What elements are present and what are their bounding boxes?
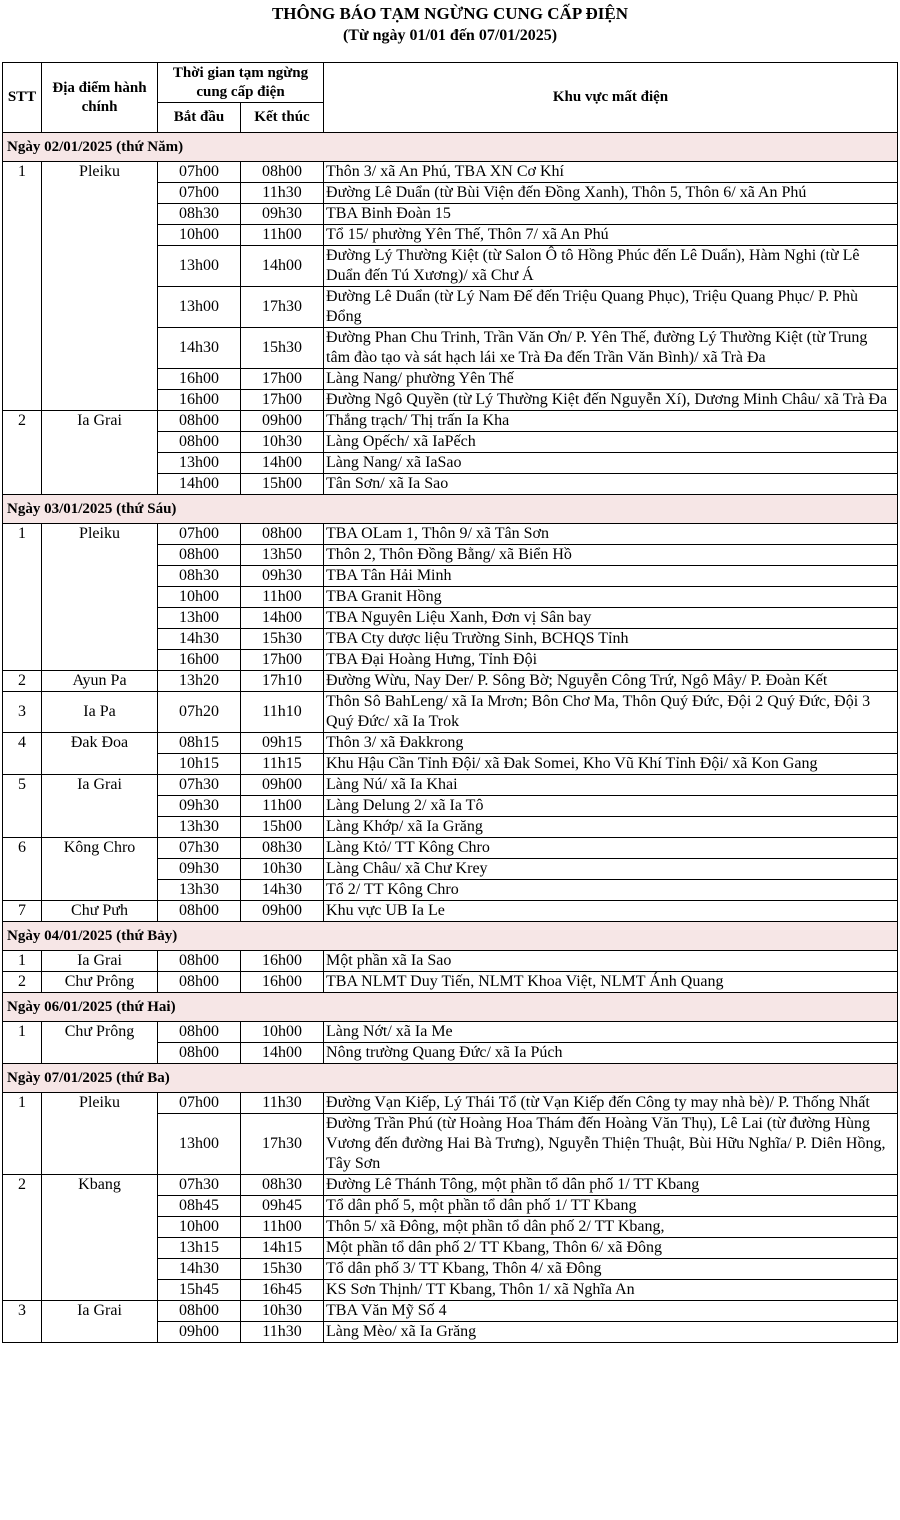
table-row <box>3 1093 898 1114</box>
area-cell: Tổ dân phố 3/ TT Kbang, Thôn 4/ xã Đông <box>324 1259 898 1280</box>
stt-cell: 2 <box>3 411 42 495</box>
column-header-area: Khu vực mất điện <box>324 63 898 133</box>
stt-cell: 1 <box>3 162 42 411</box>
start-time-cell: 08h00 <box>158 901 241 922</box>
start-time-cell: 08h00 <box>158 411 241 432</box>
stt-cell: 2 <box>3 972 42 993</box>
stt-cell: 1 <box>3 951 42 972</box>
start-time-cell: 13h20 <box>158 671 241 692</box>
location-cell: Ia Grai <box>42 411 158 495</box>
area-cell: Đường Vạn Kiếp, Lý Thái Tổ (từ Vạn Kiếp đến Công ty may nhà bè)/ P. Thống Nhất <box>324 1093 898 1114</box>
start-time-cell: 07h00 <box>158 524 241 545</box>
location-cell: Ia Grai <box>42 951 158 972</box>
start-time-cell: 07h20 <box>158 692 241 733</box>
table-row <box>3 1022 898 1043</box>
area-cell: Thôn 3/ xã An Phú, TBA XN Cơ Khí <box>324 162 898 183</box>
area-cell: Khu Hậu Cần Tỉnh Đội/ xã Đak Somei, Kho Vũ Khí Tỉnh Đội/ xã Kon Gang <box>324 754 898 775</box>
table-row <box>3 162 898 183</box>
day-header-row <box>3 1064 898 1093</box>
end-time-cell: 15h30 <box>241 1259 324 1280</box>
end-time-cell: 10h00 <box>241 1022 324 1043</box>
start-time-cell: 13h00 <box>158 453 241 474</box>
end-time-cell: 11h30 <box>241 1322 324 1343</box>
area-cell: TBA Granit Hồng <box>324 587 898 608</box>
location-cell: Kbang <box>42 1175 158 1301</box>
location-cell: Chư Prông <box>42 972 158 993</box>
table-row <box>3 524 898 545</box>
end-time-cell: 15h00 <box>241 474 324 495</box>
stt-cell: 1 <box>3 1093 42 1175</box>
end-time-cell: 14h00 <box>241 608 324 629</box>
start-time-cell: 13h30 <box>158 880 241 901</box>
area-cell: Đường Lê Duẩn (từ Bùi Viện đến Đồng Xanh), Thôn 5, Thôn 6/ xã An Phú <box>324 183 898 204</box>
start-time-cell: 16h00 <box>158 390 241 411</box>
start-time-cell: 07h30 <box>158 775 241 796</box>
start-time-cell: 10h00 <box>158 225 241 246</box>
start-time-cell: 09h30 <box>158 859 241 880</box>
start-time-cell: 13h00 <box>158 287 241 328</box>
column-header-end: Kết thúc <box>241 103 324 133</box>
start-time-cell: 14h30 <box>158 1259 241 1280</box>
end-time-cell: 11h00 <box>241 587 324 608</box>
area-cell: Làng Khớp/ xã Ia Grăng <box>324 817 898 838</box>
end-time-cell: 09h45 <box>241 1196 324 1217</box>
start-time-cell: 08h00 <box>158 972 241 993</box>
column-header-start: Bắt đầu <box>158 103 241 133</box>
end-time-cell: 10h30 <box>241 1301 324 1322</box>
end-time-cell: 09h15 <box>241 733 324 754</box>
end-time-cell: 15h00 <box>241 817 324 838</box>
start-time-cell: 10h00 <box>158 1217 241 1238</box>
stt-cell: 5 <box>3 775 42 838</box>
location-cell: Pleiku <box>42 1093 158 1175</box>
end-time-cell: 11h10 <box>241 692 324 733</box>
table-row <box>3 692 898 733</box>
end-time-cell: 09h30 <box>241 204 324 225</box>
stt-cell: 3 <box>3 1301 42 1343</box>
start-time-cell: 13h30 <box>158 817 241 838</box>
table-row <box>3 775 898 796</box>
day-header-row <box>3 993 898 1022</box>
location-cell: Ia Grai <box>42 775 158 838</box>
location-cell: Kông Chro <box>42 838 158 901</box>
table-row <box>3 838 898 859</box>
area-cell: Làng Mèo/ xã Ia Grăng <box>324 1322 898 1343</box>
area-cell: Làng Châu/ xã Chư Krey <box>324 859 898 880</box>
start-time-cell: 08h00 <box>158 951 241 972</box>
table-row <box>3 671 898 692</box>
end-time-cell: 09h00 <box>241 901 324 922</box>
table-row <box>3 411 898 432</box>
end-time-cell: 10h30 <box>241 432 324 453</box>
end-time-cell: 09h00 <box>241 775 324 796</box>
end-time-cell: 08h00 <box>241 162 324 183</box>
column-header-location: Địa điểm hành chính <box>42 63 158 133</box>
location-cell: Chư Pưh <box>42 901 158 922</box>
area-cell: Thôn 3/ xã Đakkrong <box>324 733 898 754</box>
location-cell: Chư Prông <box>42 1022 158 1064</box>
area-cell: TBA OLam 1, Thôn 9/ xã Tân Sơn <box>324 524 898 545</box>
start-time-cell: 08h00 <box>158 1043 241 1064</box>
start-time-cell: 15h45 <box>158 1280 241 1301</box>
area-cell: Làng Delung 2/ xã Ia Tô <box>324 796 898 817</box>
column-header-time-group: Thời gian tạm ngừng cung cấp điện <box>158 63 324 103</box>
location-cell: Ayun Pa <box>42 671 158 692</box>
location-cell: Pleiku <box>42 162 158 411</box>
area-cell: Khu vực UB Ia Le <box>324 901 898 922</box>
end-time-cell: 08h30 <box>241 1175 324 1196</box>
end-time-cell: 11h30 <box>241 1093 324 1114</box>
area-cell: Một phần xã Ia Sao <box>324 951 898 972</box>
area-cell: Thôn 5/ xã Đông, một phần tổ dân phố 2/ TT Kbang, <box>324 1217 898 1238</box>
area-cell: TBA NLMT Duy Tiến, NLMT Khoa Việt, NLMT Ánh Quang <box>324 972 898 993</box>
start-time-cell: 13h00 <box>158 1114 241 1175</box>
area-cell: TBA Tân Hải Minh <box>324 566 898 587</box>
end-time-cell: 17h30 <box>241 1114 324 1175</box>
start-time-cell: 08h15 <box>158 733 241 754</box>
page-subtitle: (Từ ngày 01/01 đến 07/01/2025) <box>342 27 558 44</box>
end-time-cell: 08h00 <box>241 524 324 545</box>
table-header <box>3 63 898 133</box>
area-cell: Làng Nang/ phường Yên Thế <box>324 369 898 390</box>
area-cell: Đường Lê Duẩn (từ Lý Nam Đế đến Triệu Quang Phục), Triệu Quang Phục/ P. Phù Đổng <box>324 287 898 328</box>
area-cell: Đường Wừu, Nay Der/ P. Sông Bờ; Nguyễn Công Trứ, Ngô Mây/ P. Đoàn Kết <box>324 671 898 692</box>
end-time-cell: 17h00 <box>241 390 324 411</box>
end-time-cell: 15h30 <box>241 328 324 369</box>
start-time-cell: 10h00 <box>158 587 241 608</box>
end-time-cell: 09h00 <box>241 411 324 432</box>
end-time-cell: 14h30 <box>241 880 324 901</box>
area-cell: Tân Sơn/ xã Ia Sao <box>324 474 898 495</box>
stt-cell: 2 <box>3 671 42 692</box>
end-time-cell: 17h00 <box>241 369 324 390</box>
area-cell: Làng Nang/ xã IaSao <box>324 453 898 474</box>
end-time-cell: 10h30 <box>241 859 324 880</box>
day-header-row <box>3 133 898 162</box>
stt-cell: 6 <box>3 838 42 901</box>
start-time-cell: 08h00 <box>158 432 241 453</box>
start-time-cell: 08h30 <box>158 204 241 225</box>
table-row <box>3 1175 898 1196</box>
area-cell: Làng Nớt/ xã Ia Me <box>324 1022 898 1043</box>
start-time-cell: 10h15 <box>158 754 241 775</box>
document-header <box>0 0 900 62</box>
day-label: Ngày 03/01/2025 (thứ Sáu) <box>3 495 898 524</box>
end-time-cell: 09h30 <box>241 566 324 587</box>
area-cell: TBA Văn Mỹ Số 4 <box>324 1301 898 1322</box>
start-time-cell: 07h30 <box>158 1175 241 1196</box>
area-cell: Tổ 2/ TT Kông Chro <box>324 880 898 901</box>
start-time-cell: 08h45 <box>158 1196 241 1217</box>
area-cell: Làng Ktỏ/ TT Kông Chro <box>324 838 898 859</box>
area-cell: Thôn Sô BahLeng/ xã Ia Mrơn; Bôn Chơ Ma, Thôn Quý Đức, Đội 2 Quý Đức, Đội 3 Quý Đức/ xã Ia Trok <box>324 692 898 733</box>
start-time-cell: 14h30 <box>158 328 241 369</box>
end-time-cell: 11h00 <box>241 1217 324 1238</box>
area-cell: Đường Lê Thánh Tông, một phần tổ dân phố 1/ TT Kbang <box>324 1175 898 1196</box>
area-cell: TBA Binh Đoàn 15 <box>324 204 898 225</box>
start-time-cell: 13h00 <box>158 246 241 287</box>
area-cell: Thắng trạch/ Thị trấn Ia Kha <box>324 411 898 432</box>
area-cell: TBA Nguyên Liệu Xanh, Đơn vị Sân bay <box>324 608 898 629</box>
stt-cell: 4 <box>3 733 42 775</box>
start-time-cell: 14h30 <box>158 629 241 650</box>
end-time-cell: 17h00 <box>241 650 324 671</box>
start-time-cell: 08h30 <box>158 566 241 587</box>
area-cell: Đường Phan Chu Trinh, Trần Văn Ơn/ P. Yên Thế, đường Lý Thường Kiệt (từ Trung tâm đào tạo và sát hạch lái xe Trà Đa đến Trần Văn Bình)/ xã Trà Đa <box>324 328 898 369</box>
area-cell: Tổ dân phố 5, một phần tổ dân phố 1/ TT Kbang <box>324 1196 898 1217</box>
end-time-cell: 16h00 <box>241 951 324 972</box>
table-row <box>3 901 898 922</box>
location-cell: Ia Grai <box>42 1301 158 1343</box>
area-cell: Làng Opếch/ xã IaPếch <box>324 432 898 453</box>
end-time-cell: 13h50 <box>241 545 324 566</box>
start-time-cell: 07h30 <box>158 838 241 859</box>
end-time-cell: 14h15 <box>241 1238 324 1259</box>
table-row <box>3 1301 898 1322</box>
outage-table <box>2 62 898 1343</box>
day-label: Ngày 02/01/2025 (thứ Năm) <box>3 133 898 162</box>
end-time-cell: 14h00 <box>241 1043 324 1064</box>
start-time-cell: 07h00 <box>158 1093 241 1114</box>
area-cell: Thôn 2, Thôn Đồng Bằng/ xã Biển Hồ <box>324 545 898 566</box>
area-cell: Đường Ngô Quyền (từ Lý Thường Kiệt đến Nguyễn Xí), Dương Minh Châu/ xã Trà Đa <box>324 390 898 411</box>
area-cell: Đường Lý Thường Kiệt (từ Salon Ô tô Hồng Phúc đến Lê Duẩn), Hàm Nghi (từ Lê Duẩn đến Tú Xương)/ xã Chư Á <box>324 246 898 287</box>
day-label: Ngày 07/01/2025 (thứ Ba) <box>3 1064 898 1093</box>
table-row <box>3 972 898 993</box>
stt-cell: 7 <box>3 901 42 922</box>
start-time-cell: 08h00 <box>158 545 241 566</box>
column-header-stt: STT <box>3 63 42 133</box>
end-time-cell: 16h00 <box>241 972 324 993</box>
start-time-cell: 16h00 <box>158 369 241 390</box>
start-time-cell: 09h30 <box>158 796 241 817</box>
location-cell: Pleiku <box>42 524 158 671</box>
start-time-cell: 07h00 <box>158 162 241 183</box>
start-time-cell: 14h00 <box>158 474 241 495</box>
location-cell: Ia Pa <box>42 692 158 733</box>
end-time-cell: 08h30 <box>241 838 324 859</box>
location-cell: Đak Đoa <box>42 733 158 775</box>
page-title: THÔNG BÁO TẠM NGỪNG CUNG CẤP ĐIỆN <box>271 4 629 23</box>
end-time-cell: 17h30 <box>241 287 324 328</box>
day-label: Ngày 04/01/2025 (thứ Bảy) <box>3 922 898 951</box>
end-time-cell: 11h00 <box>241 796 324 817</box>
area-cell: TBA Đại Hoàng Hưng, Tỉnh Đội <box>324 650 898 671</box>
start-time-cell: 08h00 <box>158 1022 241 1043</box>
end-time-cell: 11h15 <box>241 754 324 775</box>
area-cell: TBA Cty dược liệu Trường Sinh, BCHQS Tỉnh <box>324 629 898 650</box>
stt-cell: 2 <box>3 1175 42 1301</box>
table-body <box>3 133 898 1343</box>
start-time-cell: 07h00 <box>158 183 241 204</box>
stt-cell: 3 <box>3 692 42 733</box>
end-time-cell: 14h00 <box>241 246 324 287</box>
stt-cell: 1 <box>3 1022 42 1064</box>
area-cell: Tổ 15/ phường Yên Thế, Thôn 7/ xã An Phú <box>324 225 898 246</box>
area-cell: Đường Trần Phú (từ Hoàng Hoa Thám đến Hoàng Văn Thụ), Lê Lai (từ đường Hùng Vương đến đường Hai Bà Trưng), Nguyễn Thiện Thuật, Bùi Hữu Nghĩa/ P. Diên Hồng, Tây Sơn <box>324 1114 898 1175</box>
table-row <box>3 733 898 754</box>
stt-cell: 1 <box>3 524 42 671</box>
end-time-cell: 11h00 <box>241 225 324 246</box>
start-time-cell: 16h00 <box>158 650 241 671</box>
end-time-cell: 17h10 <box>241 671 324 692</box>
area-cell: KS Sơn Thịnh/ TT Kbang, Thôn 1/ xã Nghĩa An <box>324 1280 898 1301</box>
area-cell: Một phần tổ dân phố 2/ TT Kbang, Thôn 6/ xã Đông <box>324 1238 898 1259</box>
start-time-cell: 13h00 <box>158 608 241 629</box>
start-time-cell: 09h00 <box>158 1322 241 1343</box>
day-header-row <box>3 922 898 951</box>
area-cell: Nông trường Quang Đức/ xã Ia Púch <box>324 1043 898 1064</box>
day-label: Ngày 06/01/2025 (thứ Hai) <box>3 993 898 1022</box>
end-time-cell: 16h45 <box>241 1280 324 1301</box>
table-row <box>3 951 898 972</box>
end-time-cell: 15h30 <box>241 629 324 650</box>
day-header-row <box>3 495 898 524</box>
start-time-cell: 13h15 <box>158 1238 241 1259</box>
area-cell: Làng Nú/ xã Ia Khai <box>324 775 898 796</box>
end-time-cell: 14h00 <box>241 453 324 474</box>
start-time-cell: 08h00 <box>158 1301 241 1322</box>
end-time-cell: 11h30 <box>241 183 324 204</box>
